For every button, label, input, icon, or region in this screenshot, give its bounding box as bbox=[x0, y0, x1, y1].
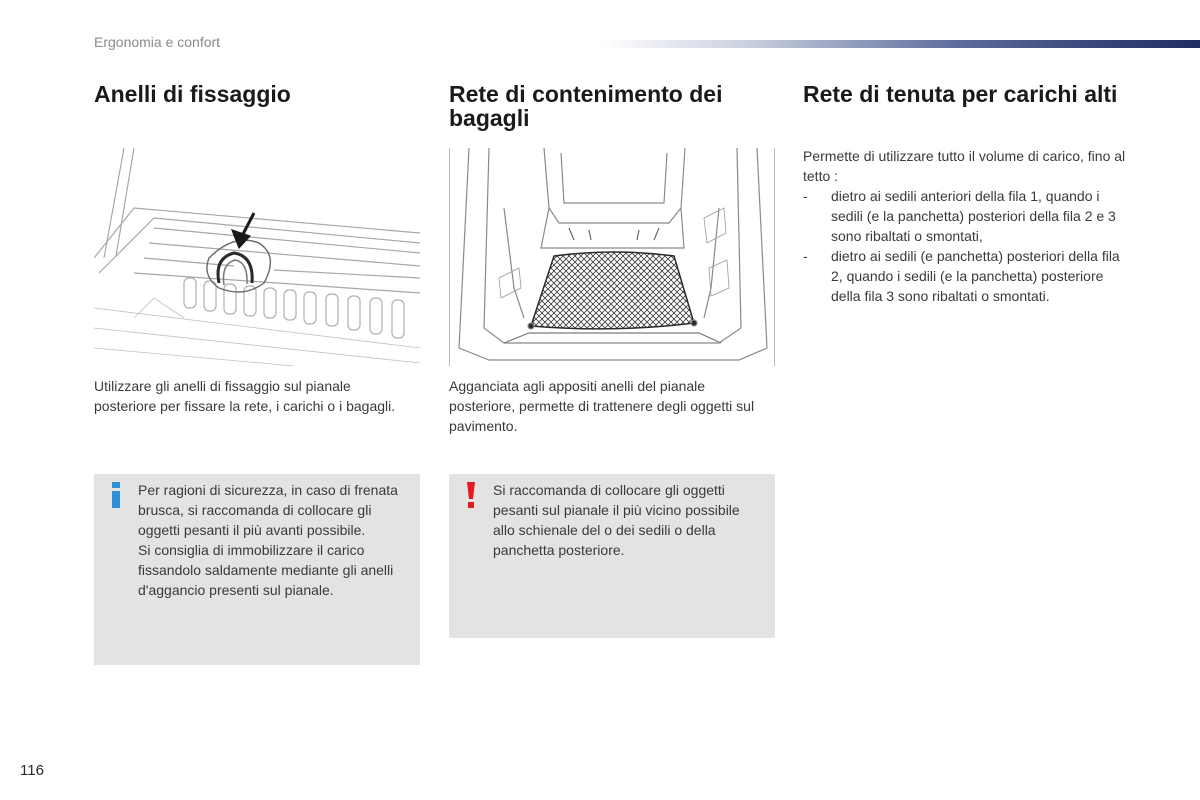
caption-rete-contenimento: Agganciata agli appositi anelli del pianale posteriore, permette di trattenere degli oggetti sul pavimento. bbox=[449, 378, 755, 434]
info-note-box bbox=[94, 474, 420, 665]
info-icon bbox=[108, 482, 124, 508]
bullet-text: dietro ai sedili anteriori della fila 1, quando i sedili (e la panchetta) posteriori della fila 2 e 3 sono ribaltati o smontati, bbox=[831, 188, 1116, 244]
warning-icon bbox=[463, 482, 479, 508]
warning-note-box bbox=[449, 474, 775, 638]
title-rete-contenimento: Rete di contenimento dei bagagli bbox=[449, 81, 723, 131]
rete-tenuta-intro: Permette di utilizzare tutto il volume di carico, fino al tetto : bbox=[803, 148, 1126, 184]
page-number: 116 bbox=[20, 762, 44, 779]
cargo-floor-ring-illustration bbox=[94, 148, 420, 366]
bullet-dash: - bbox=[803, 248, 808, 264]
column-rete-contenimento bbox=[449, 82, 779, 130]
column-rete-tenuta bbox=[803, 82, 1133, 106]
info-note-paragraph: Si consiglia di immobilizzare il carico fissandolo saldamente mediante gli anelli d'aggancio presenti sul pianale. bbox=[138, 542, 394, 598]
luggage-net-illustration bbox=[449, 148, 775, 366]
list-item bbox=[803, 186, 1133, 246]
section-label: Ergonomia e confort bbox=[94, 34, 221, 50]
title-rete-tenuta: Rete di tenuta per carichi alti bbox=[803, 81, 1118, 107]
info-note-paragraph: Per ragioni di sicurezza, in caso di frenata brusca, si raccomanda di collocare gli oggetti pesanti il più avanti possibile. bbox=[138, 482, 398, 538]
bullet-dash: - bbox=[803, 188, 808, 204]
bullet-text: dietro ai sedili (e panchetta) posteriori della fila 2, quando i sedili (e la panchetta) posteriore della fila 3 sono ribaltati o smontati. bbox=[831, 248, 1120, 304]
title-anelli-di-fissaggio: Anelli di fissaggio bbox=[94, 81, 291, 107]
column-anelli bbox=[94, 82, 424, 106]
list-item bbox=[803, 246, 1133, 306]
warning-note-paragraph: Si raccomanda di collocare gli oggetti pesanti sul pianale il più vicino possibile allo schienale del o dei sedili o della panchetta posteriore. bbox=[493, 482, 740, 558]
caption-anelli: Utilizzare gli anelli di fissaggio sul pianale posteriore per fissare la rete, i carichi o i bagagli. bbox=[94, 378, 396, 414]
rete-tenuta-bullets bbox=[803, 186, 1133, 306]
header-gradient-bar bbox=[600, 40, 1200, 48]
rete-tenuta-body bbox=[803, 146, 1133, 306]
